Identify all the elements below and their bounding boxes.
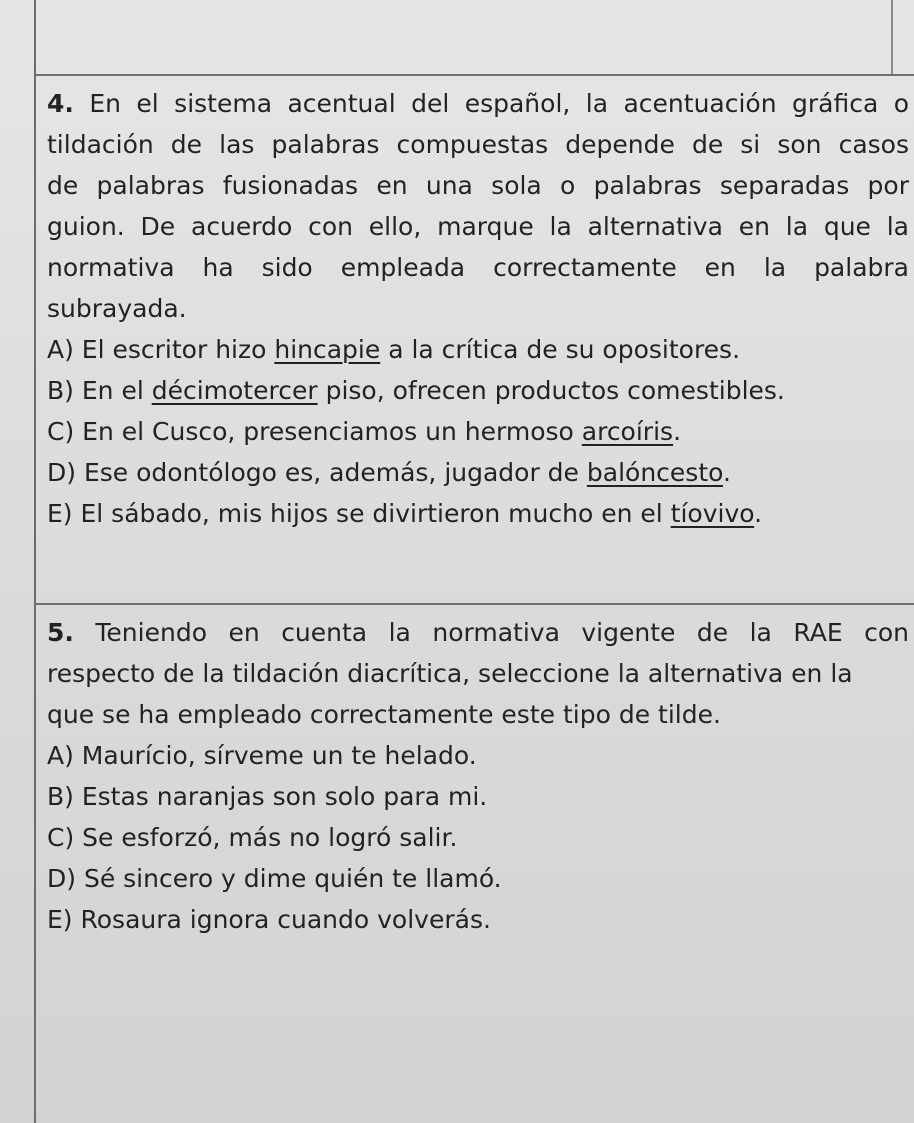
question-5-line-3: que se ha empleado correctamente este tipo de tilde. [47, 700, 721, 729]
option-a-pre: A) El escritor hizo [47, 335, 275, 364]
question-5-line-2: respecto de la tildación diacrítica, seleccione la alternativa en la [47, 659, 853, 688]
question-4-line-4: guion. De acuerdo con ello, marque la alternativa en la que la [47, 212, 909, 241]
option-e-post: . [754, 499, 763, 528]
question-5-number: 5. [47, 618, 74, 647]
question-4-option-c [47, 411, 909, 452]
question-4-line-3: de palabras fusionadas en una sola o palabras separadas por [47, 171, 909, 200]
option-e-pre: E) El sábado, mis hijos se divirtieron mucho en el [47, 499, 671, 528]
question-4-option-b [47, 370, 909, 411]
question-4-line-5: normativa ha sido empleada correctamente en la palabra [47, 253, 909, 282]
question-4-option-d [47, 452, 909, 493]
option-c-underlined-word: arcoíris [581, 417, 674, 446]
left-border-line [34, 0, 36, 1123]
option-b-post: piso, ofrecen productos comestibles. [317, 376, 785, 405]
question-4-number: 4. [47, 89, 74, 118]
option-b-pre: B) En el [47, 376, 152, 405]
option-c-pre: C) En el Cusco, presenciamos un hermoso [47, 417, 582, 446]
question-5 [47, 612, 909, 940]
question-4-text-1: En el sistema acentual del español, la acentuación gráfica o [89, 89, 909, 118]
question-4-option-a [47, 329, 909, 370]
question-4-line-2: tildación de las palabras compuestas depende de si son casos [47, 130, 909, 159]
question-5-option-e: E) Rosaura ignora cuando volverás. [47, 905, 491, 934]
option-a-post: a la crítica de su opositores. [380, 335, 741, 364]
question-5-option-d: D) Sé sincero y dime quién te llamó. [47, 864, 502, 893]
top-divider [34, 74, 914, 76]
right-border-line [891, 0, 893, 76]
option-e-underlined-word: tíovivo [670, 499, 755, 528]
question-5-text-1: Teniendo en cuenta la normativa vigente de la RAE con [95, 618, 909, 647]
option-d-post: . [722, 458, 731, 487]
middle-divider [34, 603, 914, 605]
question-4 [47, 83, 909, 534]
option-d-underlined-word: balóncesto [586, 458, 723, 487]
option-c-post: . [673, 417, 682, 446]
question-4-line-1 [47, 83, 909, 124]
question-5-option-a: A) Maurício, sírveme un te helado. [47, 741, 477, 770]
option-b-underlined-word: décimotercer [151, 376, 318, 405]
question-4-option-e [47, 493, 909, 534]
question-5-option-b: B) Estas naranjas son solo para mi. [47, 782, 488, 811]
option-d-pre: D) Ese odontólogo es, además, jugador de [47, 458, 587, 487]
question-5-line-1 [47, 612, 909, 653]
option-a-underlined-word: hincapie [274, 335, 381, 364]
question-5-option-c: C) Se esforzó, más no logró salir. [47, 823, 458, 852]
question-4-line-6: subrayada. [47, 294, 187, 323]
